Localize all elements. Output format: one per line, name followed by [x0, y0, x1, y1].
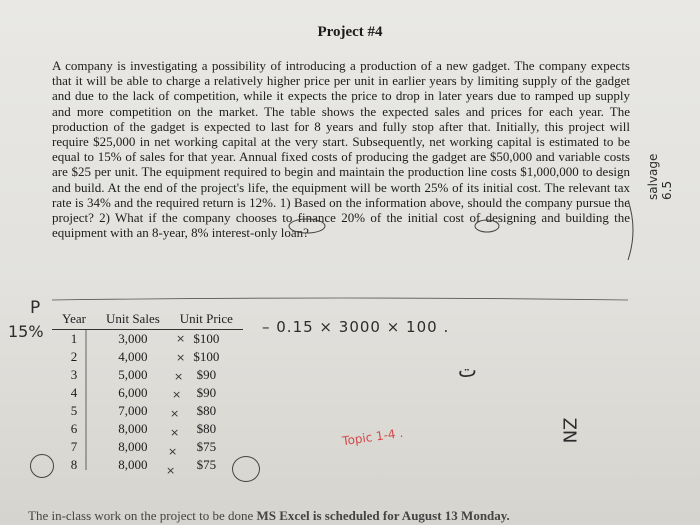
cell-year: 5 [70, 403, 78, 418]
cell-unit-price: $90 [196, 385, 217, 400]
cell-year: 2 [70, 349, 78, 364]
table-row [52, 420, 243, 438]
table-row [52, 438, 243, 456]
handwritten-percent: 15% [8, 322, 44, 341]
col-unit-price: Unit Price [170, 311, 243, 330]
cell-year: 7 [70, 439, 78, 454]
footer-left-text: The in-class work on the project to be done [28, 508, 254, 523]
handwritten-symbol: ZN [558, 417, 580, 444]
col-year: Year [52, 311, 96, 330]
cross-mark: × [176, 351, 186, 364]
cell-year: 8 [70, 457, 78, 472]
handwritten-side-note: salvage 6.5 [646, 153, 674, 200]
cross-mark: × [168, 445, 178, 458]
handwritten-calculation: – 0.15 × 3000 × 100 . [262, 318, 450, 336]
handwritten-symbol: ت [458, 358, 477, 382]
cross-mark: × [166, 464, 176, 477]
cell-unit-price: $80 [196, 403, 217, 418]
cross-mark: × [170, 426, 180, 439]
cell-unit-price: $75 [196, 457, 217, 472]
footer-right-text: MS Excel is scheduled for August 13 Monday. [256, 508, 510, 523]
table-row [52, 384, 243, 402]
cell-unit-sales: 4,000 [118, 349, 148, 364]
cell-unit-price: $100 [193, 331, 220, 346]
cell-year: 6 [70, 421, 78, 436]
footer-note [28, 508, 700, 524]
table-row [52, 330, 243, 349]
cell-unit-price: $75 [196, 439, 217, 454]
cell-unit-sales: 8,000 [118, 457, 148, 472]
cell-unit-sales: 5,000 [118, 367, 148, 382]
handwritten-topic-note: Topic 1-4 . [341, 425, 404, 449]
cell-unit-sales: 7,000 [118, 403, 148, 418]
cell-unit-sales: 8,000 [118, 421, 148, 436]
problem-paragraph: A company is investigating a possibility of introducing a production of a new gadget. The company expects that it will be able to charge a relatively higher price per unit in earlier years by limiting supply of the gadget and due to the lack of competition, while it expects the price to drop in later years due to ramped up supply and more competition on the market. The table shows the expected sales and prices for each year. The production of the gadget is expected to last for 8 years and fully stop after that. Initially, this project will require $25,000 in net working capital at the very start. Subsequently, net working capital is estimated to be equal to 15% of sales for that year. Annual fixed costs of producing the gadget are $50,000 and variable costs are $25 per unit. The equipment required to begin and maintain the production line costs $1,000,000 to design and build. At the end of the project's life, the equipment will be worth 25% of its initial cost. The relevant tax rate is 34% and the required return is 12%. 1) Based on the information above, should the company pursue the project? 2) What if the company chooses to finance 20% of the initial cost of designing and building the equipment with an 8-year, 8% interest-only loan? [52, 58, 630, 241]
cell-unit-price: $100 [193, 349, 220, 364]
cell-year: 3 [70, 367, 78, 382]
cross-mark: × [174, 370, 184, 383]
cell-unit-price: $90 [196, 367, 217, 382]
table-row [52, 348, 243, 366]
cell-year: 4 [70, 385, 78, 400]
cell-unit-sales: 6,000 [118, 385, 148, 400]
cell-unit-sales: 3,000 [118, 331, 148, 346]
table-row [52, 456, 243, 474]
handwritten-p: P [30, 298, 41, 318]
cross-mark: × [172, 388, 182, 401]
table-row [52, 402, 243, 420]
table-row [52, 366, 243, 384]
sales-table [52, 311, 243, 474]
cell-unit-sales: 8,000 [118, 439, 148, 454]
page-title: Project #4 [317, 24, 383, 40]
col-unit-sales: Unit Sales [96, 311, 170, 330]
table-header-row [52, 311, 243, 330]
circled-plus-icon [232, 456, 260, 482]
cross-mark: × [170, 407, 180, 420]
cell-unit-price: $80 [196, 421, 217, 436]
cell-year: 1 [70, 331, 78, 346]
cross-mark: × [176, 332, 186, 345]
circled-mark-icon [30, 454, 54, 478]
